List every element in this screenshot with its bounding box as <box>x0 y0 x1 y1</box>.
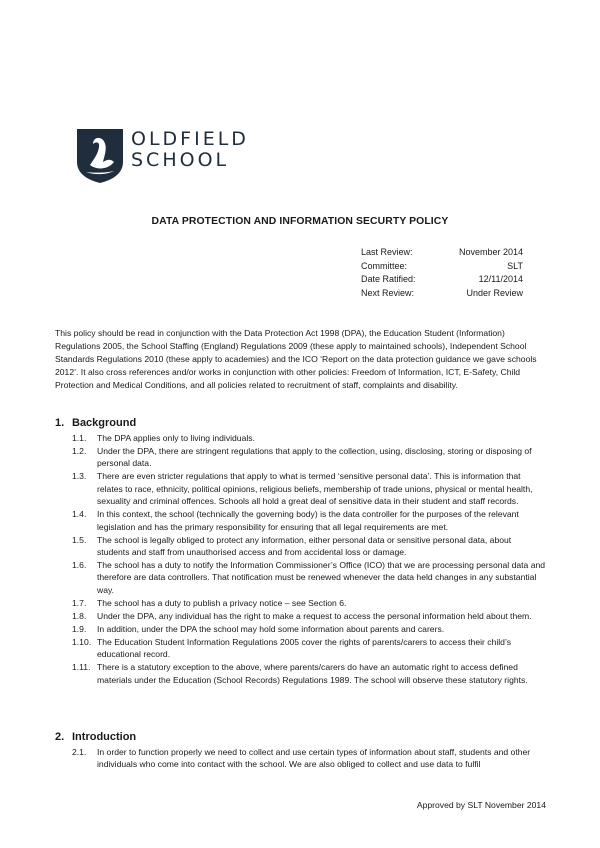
item-number: 1.6. <box>72 560 87 571</box>
school-logo <box>76 128 256 184</box>
item-text: The school has a duty to publish a privacy notice – see Section 6. <box>97 597 347 608</box>
item-number: 1.7. <box>72 597 87 608</box>
list-item <box>72 623 546 635</box>
list-item <box>72 661 546 686</box>
list-item <box>72 610 546 622</box>
introduction-list <box>72 746 546 771</box>
item-number: 1.8. <box>72 610 87 621</box>
review-row <box>361 287 523 301</box>
item-text: There is a statutory exception to the above, where parents/carers do have an automatic right to access defined materials under the Education (School Records) Regulations 1989. The school will observe these statutory rights. <box>97 662 528 685</box>
item-text: The school is legally obliged to protect any information, either personal data or sensitive personal data, about students and staff from unauthorised access and from accidental loss or damage. <box>97 534 512 558</box>
list-item <box>72 508 546 533</box>
background-list <box>72 432 546 687</box>
intro-paragraph: This policy should be read in conjunction with the Data Protection Act 1998 (DPA), the Education Student (Information) Regulations 2005, the School Staffing (England) Regulations 2009 (these apply to maintained schools), Independent School Standards Regulations 2010 (these apply to academies) and the ICO ‘Report on the data protection guidance we gave schools 2012’. It also cross references and/or works in conjunction with other policies: Freedom of Information, ICT, E-Safety, Child Protection and Medical Conditions, and all policies related to recruitment of staff, complaints and disability. <box>55 328 537 391</box>
list-item <box>72 432 546 444</box>
item-number: 2.1. <box>72 747 87 757</box>
review-value: 12/11/2014 <box>478 274 523 284</box>
review-value: Under Review <box>466 287 523 298</box>
section-title: Background <box>72 417 137 429</box>
item-number: 1.11. <box>72 662 91 673</box>
section-heading-background <box>55 417 136 429</box>
item-text: The school has a duty to notify the Information Commissioner’s Office (ICO) that we are processing personal data and therefore are data controllers. That notification must be renewed whenever the data held changes in any substantial way. <box>97 560 546 595</box>
review-label: Date Ratified: <box>361 274 416 284</box>
list-item <box>72 746 546 771</box>
item-text: In order to function properly we need to collect and use certain types of information about staff, students and other individuals who come into contact with the school. We are also obliged to collect and use data to fulfil <box>97 747 531 770</box>
list-item <box>72 445 546 470</box>
item-text: The DPA applies only to living individuals. <box>97 433 255 443</box>
item-number: 1.5. <box>72 534 87 545</box>
list-item <box>72 470 546 507</box>
section-number: 2. <box>55 731 65 743</box>
item-number: 1.4. <box>72 509 87 520</box>
item-number: 1.10. <box>72 636 92 647</box>
document-title: DATA PROTECTION AND INFORMATION SECURTY POLICY <box>151 216 449 227</box>
item-text: The Education Student Information Regulations 2005 cover the rights of parents/carers to access their child’s educational record. <box>97 636 512 660</box>
item-text: In this context, the school (technically the governing body) is the data controller for the purposes of the relevant legislation and has the primary responsibility for ensuring that all legal requirements are met. <box>97 509 519 532</box>
page-footer: Approved by SLT November 2014 <box>416 800 546 810</box>
item-text: There are even stricter regulations that apply to what is termed ‘sensitive personal data’. This is information that relates to race, ethnicity, political opinions, religious beliefs, membership of trade unions, physical or mental health, sexuality and criminal offences. Schools all hold a great deal of sensitive data in their student and staff records. <box>97 471 533 507</box>
logo-line-2: SCHOOL <box>131 149 230 171</box>
swan-crest-icon <box>76 128 124 184</box>
item-text: Under the DPA, there are stringent regulations that apply to the collection, using, disclosing, storing or disposing of personal data. <box>97 446 532 469</box>
item-text: In addition, under the DPA the school may hold some information about parents and carers. <box>97 623 445 634</box>
logo-wordmark <box>131 129 249 171</box>
review-value: November 2014 <box>458 247 523 257</box>
item-number: 1.3. <box>72 471 87 482</box>
review-label: Committee: <box>361 260 408 271</box>
item-number: 1.9. <box>72 623 87 634</box>
section-title: Introduction <box>72 731 137 743</box>
review-row <box>361 260 523 274</box>
list-item <box>72 559 546 596</box>
item-number: 1.1. <box>72 433 87 443</box>
section-number: 1. <box>55 417 65 429</box>
review-row <box>361 246 523 260</box>
review-label: Last Review: <box>361 247 413 257</box>
logo-line-1: OLDFIELD <box>131 128 249 150</box>
review-table <box>361 246 523 300</box>
review-row <box>361 273 523 287</box>
item-text: Under the DPA, any individual has the right to make a request to access the personal information held about them. <box>97 610 532 621</box>
section-heading-introduction <box>55 731 136 743</box>
item-number: 1.2. <box>72 446 87 456</box>
review-label: Next Review: <box>361 287 415 298</box>
review-value: SLT <box>507 260 523 271</box>
list-item <box>72 636 546 661</box>
list-item <box>72 597 546 609</box>
list-item <box>72 534 546 559</box>
